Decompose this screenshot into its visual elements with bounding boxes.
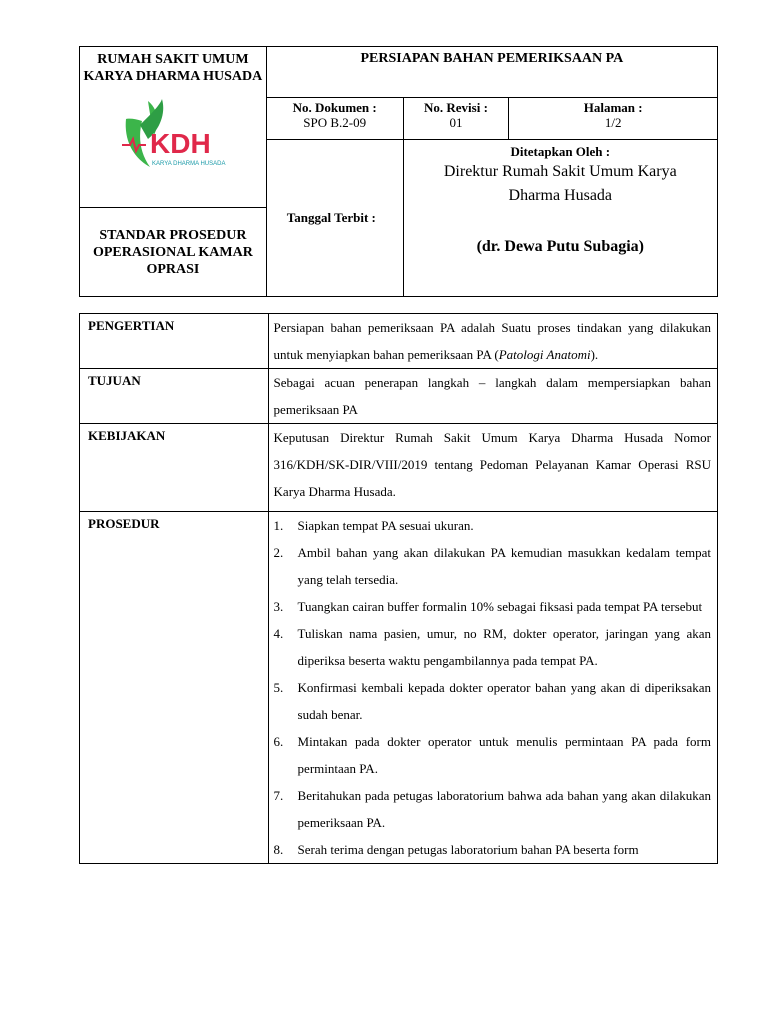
step-text: Beritahukan pada petugas laboratorium bahwa ada bahan yang akan dilakukan pemeriksaan PA. [297, 788, 711, 830]
step-text: Tuangkan cairan buffer formalin 10% sebagai fiksasi pada tempat PA tersebut [297, 599, 703, 614]
procedure-content-table [79, 313, 718, 864]
no-revisi-label: No. Revisi : [424, 100, 488, 115]
direktur-title: Direktur Rumah Sakit Umum Karya Dharma Husada [443, 163, 677, 204]
pengertian-row [80, 314, 718, 369]
prosedur-row [80, 512, 718, 864]
no-dokumen-value: SPO B.2-09 [303, 115, 367, 130]
no-dokumen-label: No. Dokumen : [292, 100, 377, 115]
prosedur-step [274, 728, 711, 782]
prosedur-step [274, 620, 711, 674]
kebijakan-text: Keputusan Direktur Rumah Sakit Umum Karya Dharma Husada Nomor 316/KDH/SK-DIR/VIII/2019 tentang Pedoman Pelayanan Kamar Operasi RSU Karya Dharma Husada. [268, 424, 717, 512]
ditetapkan-cell [403, 140, 717, 297]
tujuan-text: Sebagai acuan penerapan langkah – langkah dalam mempersiapkan bahan pemeriksaan PA [268, 369, 717, 424]
step-text: Serah terima dengan petugas laboratorium bahan PA beserta form [297, 842, 639, 857]
ditetapkan-label: Ditetapkan Oleh : [510, 144, 611, 159]
prosedur-step [274, 782, 711, 836]
pengertian-italic: Patologi Anatomi [498, 347, 591, 362]
step-text: Siapkan tempat PA sesuai ukuran. [297, 518, 474, 533]
step-number: 3. [273, 599, 284, 614]
pengertian-text: Persiapan bahan pemeriksaan PA adalah Suatu proses tindakan yang dilakukan untuk menyiapkan bahan pemeriksaan PA (Patologi Anatomi). [268, 314, 717, 369]
halaman-value: 1/2 [604, 115, 622, 130]
hospital-logo [80, 95, 266, 175]
prosedur-step [274, 593, 711, 620]
step-text: Ambil bahan yang akan dilakukan PA kemudian masukkan kedalam tempat yang telah tersedia. [297, 545, 711, 587]
no-revisi-value: 01 [449, 115, 463, 130]
tujuan-row [80, 369, 718, 424]
halaman-label: Halaman : [583, 100, 643, 115]
prosedur-step [274, 539, 711, 593]
prosedur-label: PROSEDUR [80, 512, 269, 864]
step-text: Konfirmasi kembali kepada dokter operator bahan yang akan di diperiksakan sudah benar. [297, 680, 711, 722]
step-number: 4. [273, 626, 284, 641]
step-text: Tuliskan nama pasien, umur, no RM, dokter operator, jaringan yang akan diperiksa beserta waktu pengambilannya pada tempat PA. [297, 626, 711, 668]
step-number: 5. [273, 680, 284, 695]
prosedur-steps [268, 512, 717, 864]
prosedur-step [274, 512, 711, 539]
logo-text: KDH [149, 128, 211, 159]
prosedur-step [274, 836, 711, 863]
tanggal-terbit-label: Tanggal Terbit : [266, 140, 403, 297]
prosedur-step [274, 674, 711, 728]
step-number: 6. [273, 734, 284, 749]
document-title: PERSIAPAN BAHAN PEMERIKSAAN PA [266, 47, 717, 98]
step-number: 7. [273, 788, 284, 803]
hospital-name: RUMAH SAKIT UMUM KARYA DHARMA HUSADA [83, 52, 263, 84]
step-number: 2. [273, 545, 284, 560]
tujuan-label: TUJUAN [80, 369, 269, 424]
document-header-table [79, 46, 718, 297]
halaman-cell [509, 98, 718, 140]
step-number: 1. [273, 518, 284, 533]
step-number: 8. [273, 842, 284, 857]
logo-subtext: KARYA DHARMA HUSADA [151, 161, 226, 167]
hospital-cell [80, 47, 267, 208]
kebijakan-row [80, 424, 718, 512]
no-dokumen-cell [266, 98, 403, 140]
sop-label: STANDAR PROSEDUR OPERASIONAL KAMAR OPRASI [80, 208, 267, 297]
kebijakan-label: KEBIJAKAN [80, 424, 269, 512]
doctor-name: (dr. Dewa Putu Subagia) [476, 238, 644, 255]
pengertian-label: PENGERTIAN [80, 314, 269, 369]
no-revisi-cell [403, 98, 509, 140]
prosedur-step-list [274, 512, 711, 863]
step-text: Mintakan pada dokter operator untuk menulis permintaan PA pada form permintaan PA. [297, 734, 711, 776]
